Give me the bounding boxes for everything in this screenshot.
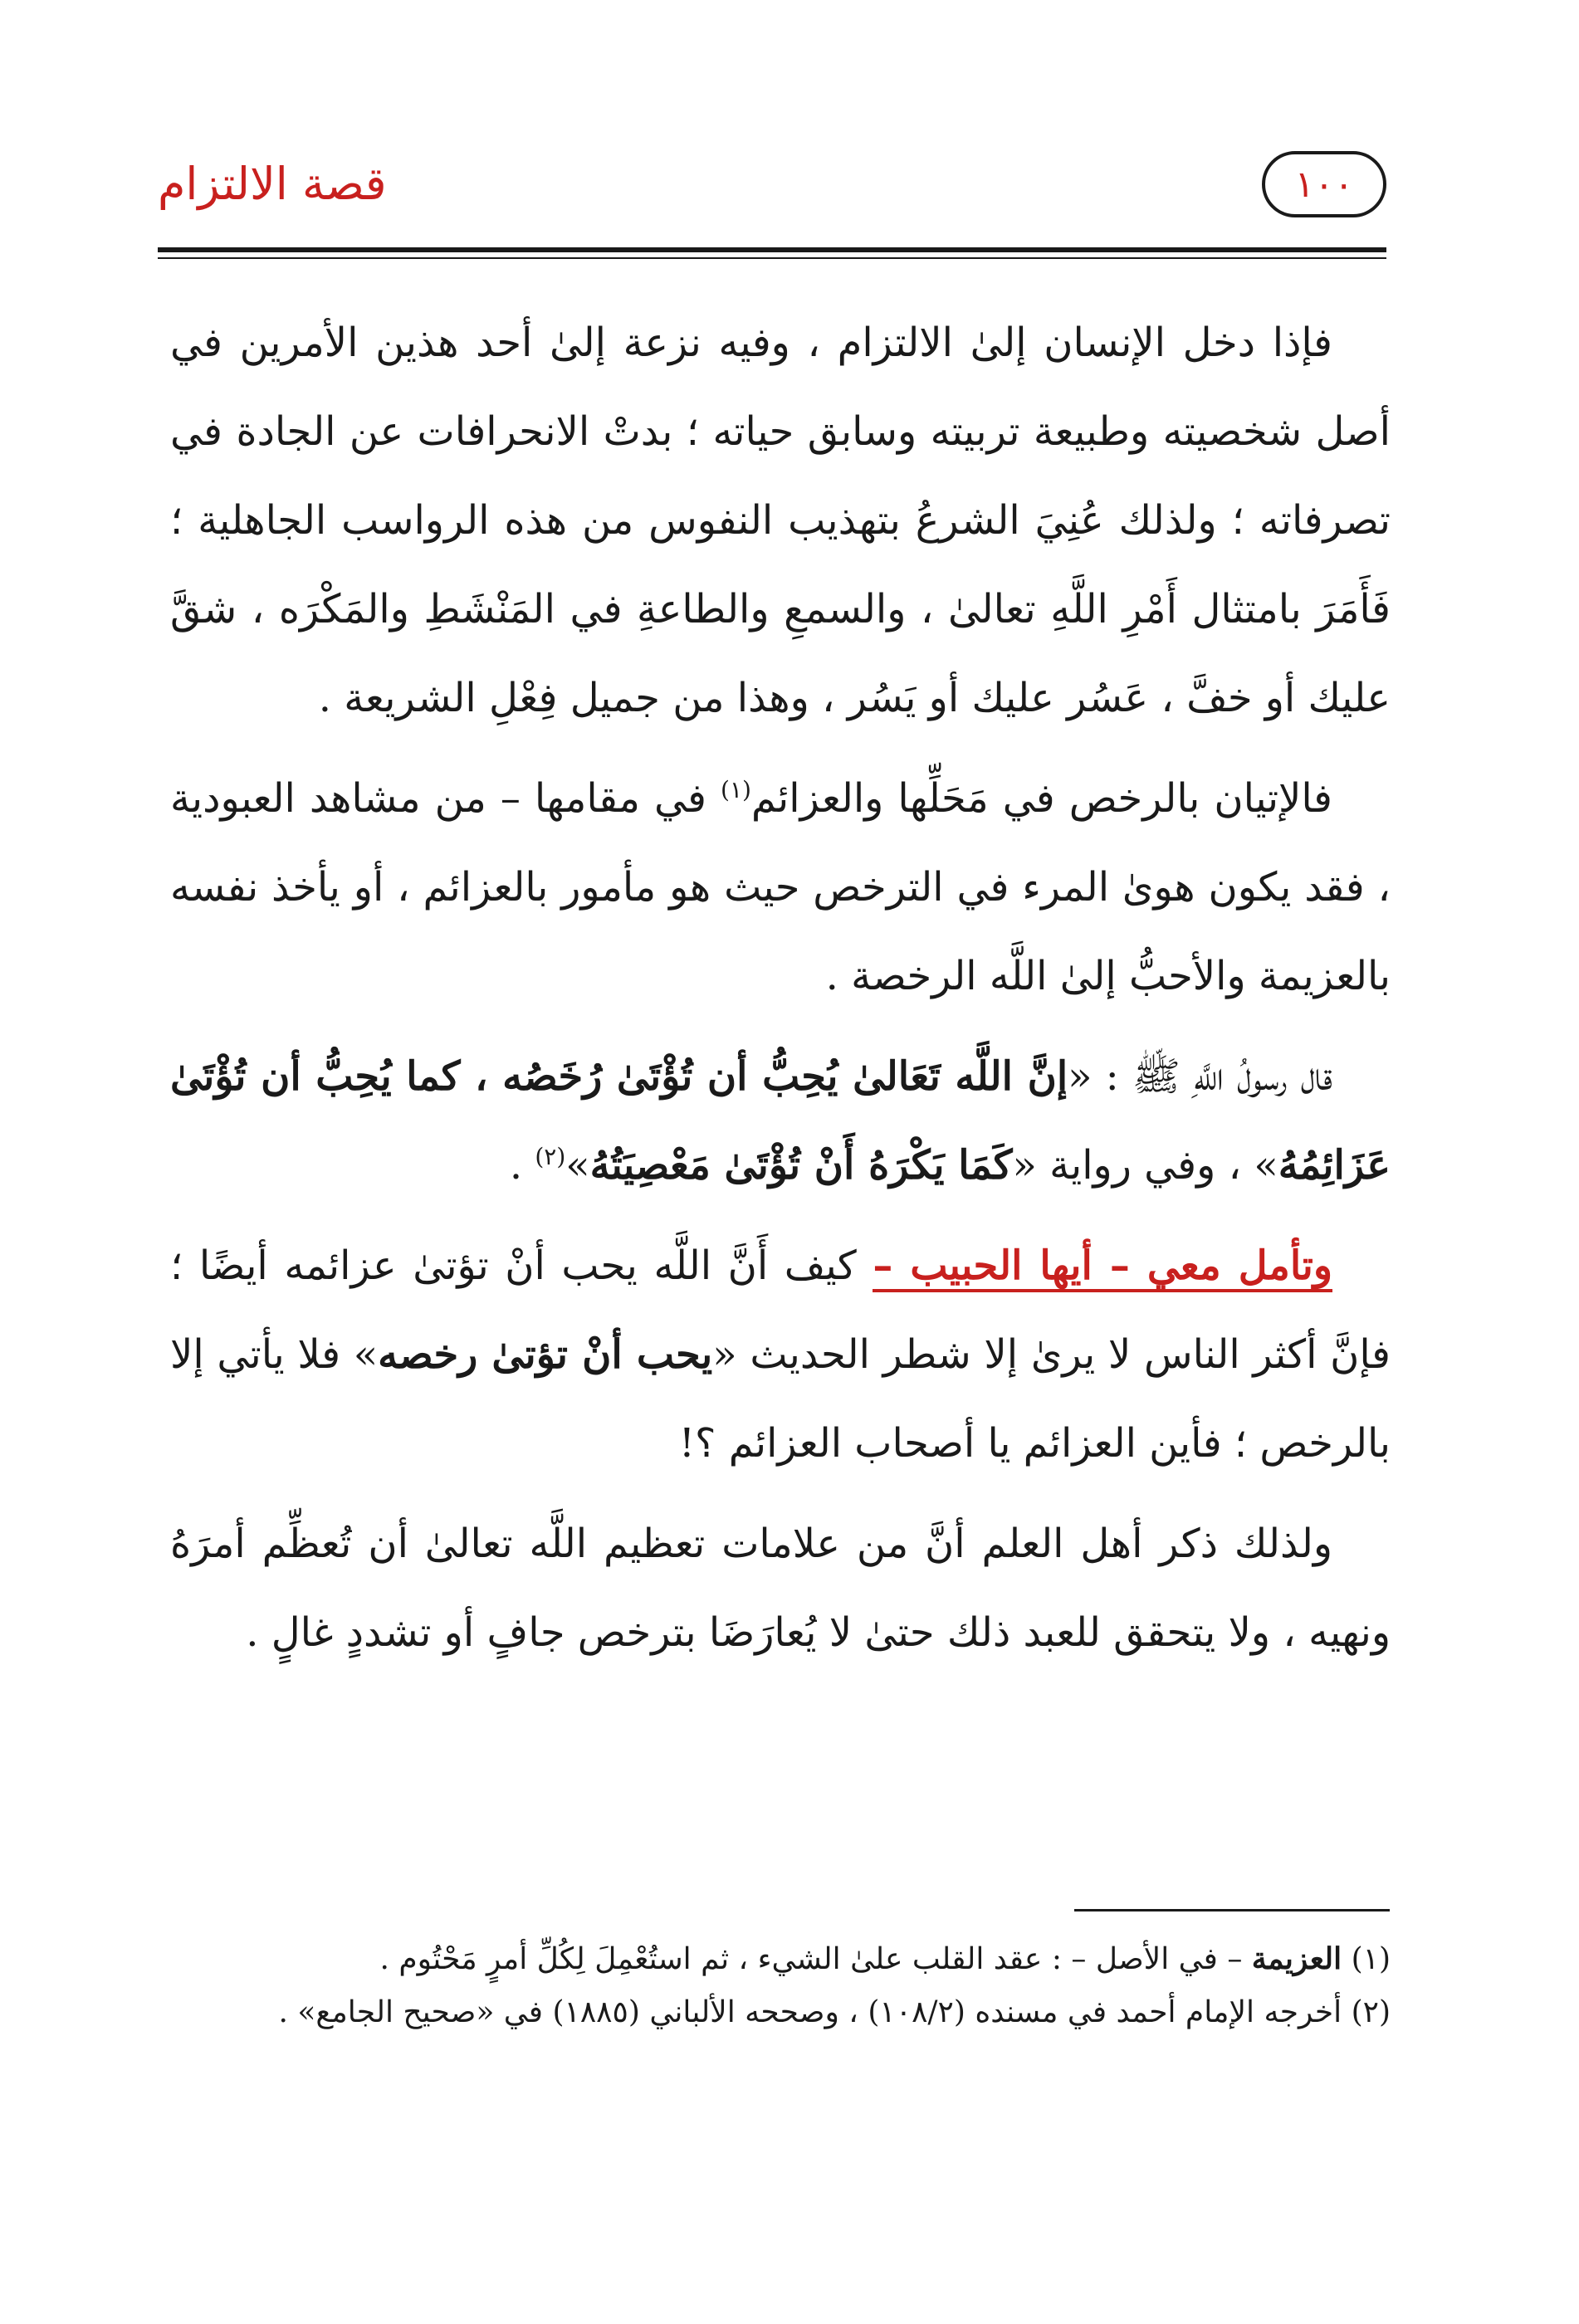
paragraph-3-text-d: . (509, 1142, 535, 1189)
footnote-ref-1: (١) (721, 776, 751, 803)
main-text (170, 299, 1391, 1689)
footnote-separator (1074, 1909, 1390, 1911)
paragraph-3-text-c: » (565, 1142, 590, 1189)
paragraph-5: ولذلك ذكر أهل العلم أنَّ من علامات تعظيم اللَّه تعالىٰ أن تُعظِّم أمرَهُ ونهيه ، ولا يتحقق للعبد ذلك حتىٰ لا يُعارَضَا بترخص جافٍ أو تشددٍ غالٍ . (170, 1521, 1391, 1656)
running-title: قصة الالتزام (158, 158, 387, 210)
paragraph-4 (170, 1222, 1391, 1488)
footnote-ref-2: (٢) (535, 1143, 566, 1170)
paragraph-3-text-a: قال رسولُ اللَّهِ ﷺ : « (1068, 1053, 1332, 1100)
paragraph-3-text-b: » ، وفي رواية « (1012, 1142, 1278, 1189)
footnote-1-number: (١) (1351, 1942, 1391, 1976)
footnote-1 (170, 1932, 1391, 1986)
paragraph-1: فإذا دخل الإنسان إلىٰ الالتزام ، وفيه نزعة إلىٰ أحد هذين الأمرين في أصل شخصيته وطبيعة تربيته وسابق حياته ؛ بدتْ الانحرافات عن الجادة في تصرفاته ؛ ولذلك عُنِيَ الشرعُ بتهذيب النفوس من هذه الرواسب الجاهلية ؛ فَأَمَرَ بامتثال أَمْرِ اللَّهِ تعالىٰ ، والسمعِ والطاعةِ في المَنْشَطِ والمَكْرَه ، شقَّ عليك أو خفَّ ، عَسُر عليك أو يَسُر ، وهذا من جميل فِعْلِ الشريعة . (170, 320, 1391, 721)
footnote-1-text: – في الأصل – : عقد القلب علىٰ الشيء ، ثم استُعْمِلَ لِكُلِّ أمرٍ مَحْتُوم . (379, 1942, 1252, 1976)
footnotes (170, 1932, 1391, 2039)
header-rule (158, 247, 1386, 252)
page-number: ١٠٠ (1262, 151, 1386, 217)
hadith-fragment: يحب أنْ تؤتىٰ رخصه (378, 1331, 713, 1378)
header-rule-thin (158, 257, 1386, 259)
footnote-2-number: (٢) (1351, 1995, 1391, 2029)
footnote-1-term: العزيمة (1251, 1941, 1342, 1976)
highlighted-phrase: وتأمل معي – أيها الحبيب – (873, 1243, 1332, 1292)
paragraph-4-text-a: كيف أَنَّ اللَّه يحب أنْ تؤتىٰ عزائمه أيضًا ؛ فإنَّ أكثر الناس لا يرىٰ إلا شطر الحديث « (170, 1243, 1391, 1378)
paragraph-2 (170, 754, 1391, 1021)
paragraph-4-text-b: » فلا يأتي إلا بالرخص ؛ فأين العزائم يا أصحاب العزائم ؟! (170, 1331, 1391, 1467)
paragraph-2-text-b: في مقامها – من مشاهد العبودية ، فقد يكون هوىٰ المرء في الترخص حيث هو مأمور بالعزائم ، أو يأخذ نفسه بالعزيمة والأحبُّ إلىٰ اللَّه الرخصة . (170, 775, 1391, 999)
footnote-2-text: أخرجه الإمام أحمد في مسنده (١٠٨/٢) ، وصححه الألباني (١٨٨٥) في «صحيح الجامع» . (278, 1995, 1352, 2029)
page-header (158, 141, 1386, 257)
footnote-2 (170, 1986, 1391, 2039)
paragraph-3 (170, 1033, 1391, 1210)
hadith-quote-2: كَمَا يَكْرَهُ أَنْ تُؤْتَىٰ مَعْصِيَتُهُ (589, 1142, 1013, 1189)
hadith-quote-1: إنَّ اللَّه تَعَالىٰ يُحِبُّ أن تُؤْتَىٰ رُخَصُه ، كما يُحِبُّ أن تُؤْتَىٰ عَزَائِمُهُ (170, 1053, 1391, 1189)
paragraph-2-text-a: فالإتيان بالرخص في مَحَلِّها والعزائم (750, 775, 1332, 822)
